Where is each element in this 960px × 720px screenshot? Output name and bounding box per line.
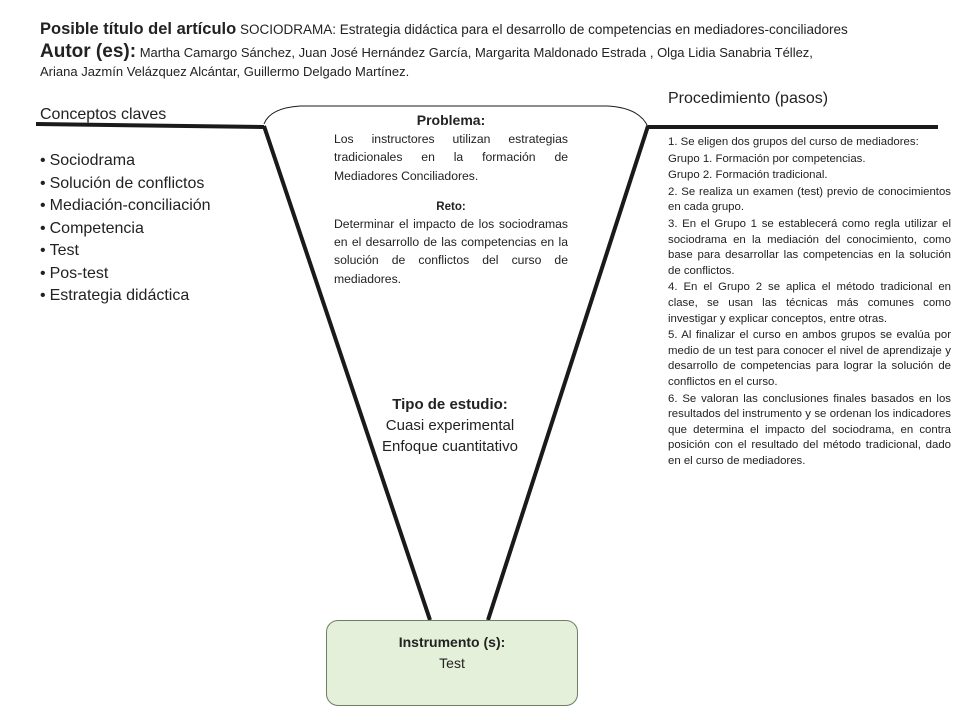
procedure-step: 2. Se realiza un examen (test) previo de conocimientos en cada grupo. [668, 185, 951, 214]
author-label: Autor (es): [40, 41, 137, 62]
procedure-step: 5. Al finalizar el curso en ambos grupos se evalúa por medio de un test para conocer el nivel de aprendizaje y desarrollo de competencias para lograr la solución de conflictos en el curso. [668, 329, 951, 388]
author-text: Martha Camargo Sánchez, Juan José Hernández García, Margarita Maldonado Estrada , Olga Lidia Sanabria Téllez, [139, 45, 813, 60]
procedure-step: 1. Se eligen dos grupos del curso de mediadores: [668, 136, 919, 148]
author-text-continued: Ariana Jazmín Velázquez Alcántar, Guillermo Delgado Martínez. [40, 64, 410, 79]
article-authors [40, 42, 940, 81]
left-horizontal-bar [36, 124, 264, 127]
study-type-line2: Enfoque cuantitativo [382, 438, 518, 455]
concept-item: • Solución de conflictos [40, 173, 260, 196]
article-title [40, 20, 950, 39]
concept-item: • Estrategia didáctica [40, 285, 260, 308]
study-type [330, 394, 570, 457]
reto-text: Determinar el impacto de los sociodramas en el desarrollo de las competencias en la solución de conflictos del curso de mediadores. [334, 216, 568, 286]
concept-item: • Pos-test [40, 263, 260, 286]
procedure-step: 4. En el Grupo 2 se aplica el método tradicional en clase, se usan las técnicas más comunes como investigar y explicar conceptos, entre otras. [668, 281, 951, 325]
procedure-step: 6. Se valoran las conclusiones finales basados en los resultados del instrumento y se ordenan los indicadores que determina el impacto del sociodrama, en contra posición con el resultado del método tradicional, dado en el curso de mediadores. [668, 392, 951, 467]
reto-label: Reto: [436, 200, 466, 213]
procedure-step: Grupo 1. Formación por competencias. [668, 152, 866, 165]
concept-item: • Test [40, 240, 260, 263]
title-text: SOCIODRAMA: Estrategia didáctica para el desarrollo de competencias en mediadores-conciliadores [239, 22, 848, 37]
procedure-step: Grupo 2. Formación tradicional. [668, 169, 828, 182]
problem-text: Los instructores utilizan estrategias tradicionales en la formación de Mediadores Conciliadores. [334, 132, 568, 183]
instrument-box [326, 620, 578, 706]
title-label: Posible título del artículo [40, 20, 237, 38]
instrument-label: Instrumento (s): [398, 634, 506, 650]
study-type-label: Tipo de estudio: [392, 396, 508, 413]
concept-item: • Mediación-conciliación [40, 195, 260, 218]
procedure-steps [668, 135, 951, 470]
study-type-line1: Cuasi experimental [385, 417, 515, 434]
problem-section [334, 110, 568, 288]
concept-item: • Sociodrama [40, 150, 260, 173]
procedure-step: 3. En el Grupo 1 se establecerá como regla utilizar el sociodrama en la mediación del conocimiento, como base para desarrollar las competencias en la solución de conflictos. [668, 217, 951, 277]
concepts-heading: Conceptos claves [40, 106, 167, 123]
procedure-heading: Procedimiento (pasos) [668, 90, 829, 107]
problem-heading: Problema: [416, 112, 486, 128]
concepts-list [40, 150, 260, 308]
instrument-value: Test [439, 655, 465, 671]
concept-item: • Competencia [40, 218, 260, 241]
